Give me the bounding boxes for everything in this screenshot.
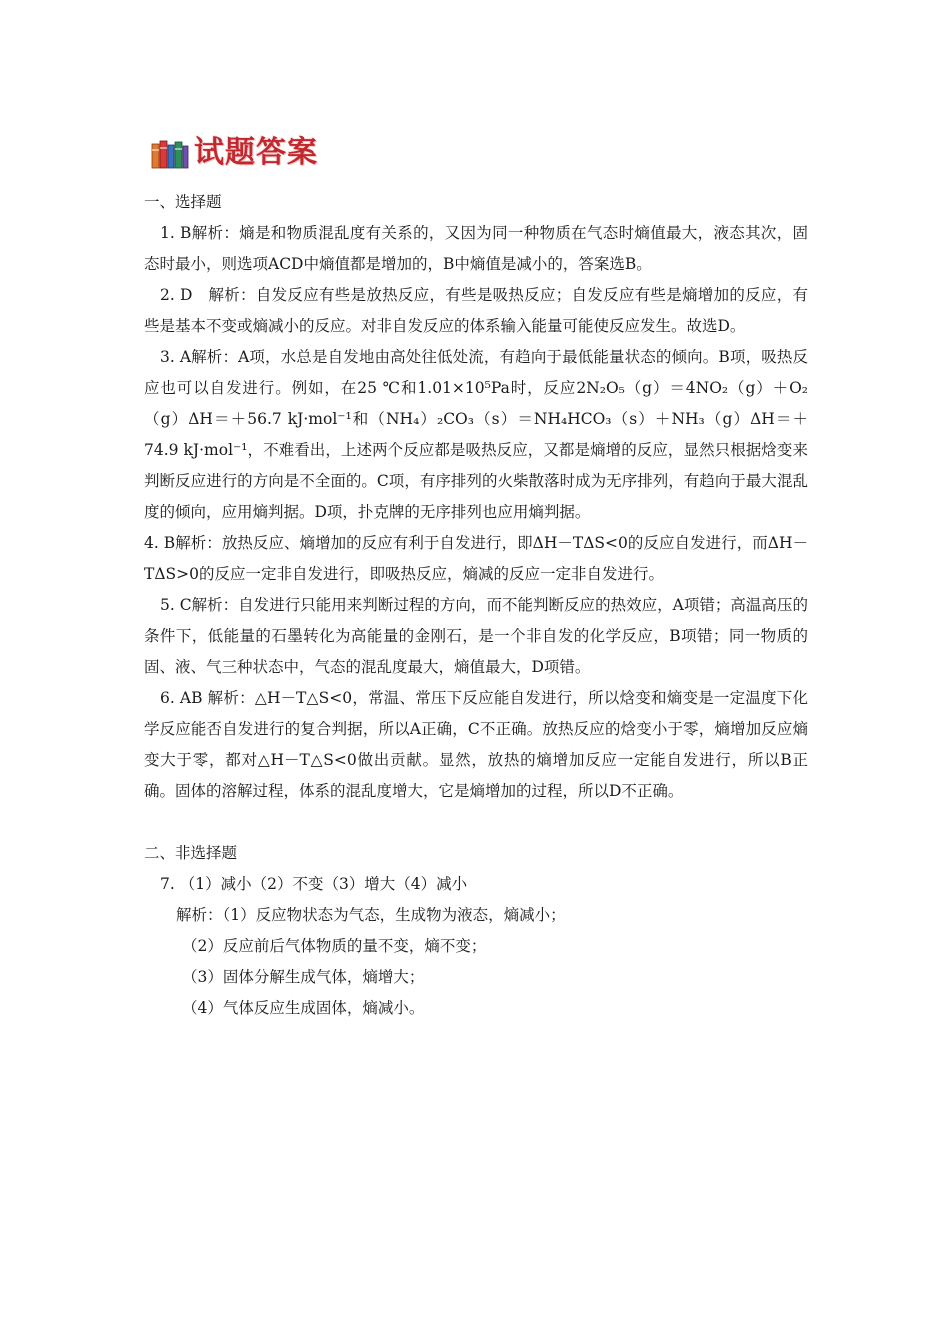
explain-line-1: 解析：（1）反应物状态为气态，生成物为液态，熵减小； [176, 906, 566, 924]
explain-line-2: （2）反应前后气体物质的量不变，熵不变； [182, 937, 487, 955]
section-heading-nonchoice: 二、非选择题 [144, 844, 238, 862]
answer-content [144, 187, 808, 1024]
answer-banner [150, 133, 318, 173]
books-icon [150, 136, 190, 170]
explain-line-3: （3）固体分解生成气体，熵增大； [182, 968, 425, 986]
answer-item-6: 6. AB 解析：△H－T△S<0，常温、常压下反应能自发进行，所以焓变和熵变是一定温度下化学反应能否自发进行的复合判据，所以A正确，C不正确。放热反应的焓变小于零，熵增加反应熵变大于零，都对△H－T△S<0做出贡献。显然，放热的熵增加反应一定能自发进行，所以B正确。固体的溶解过程，体系的混乱度增大，它是熵增加的过程，所以D不正确。 [144, 689, 808, 800]
answer-item-7: 7. （1）减小（2）不变（3）增大（4）减小 [160, 875, 468, 893]
answer-item-2: 2. D 解析：自发反应有些是放热反应，有些是吸热反应；自发反应有些是熵增加的反应，有些是基本不变或熵减小的反应。对非自发反应的体系输入能量可能使反应发生。故选D。 [144, 286, 808, 335]
answer-item-3: 3. A解析：A项，水总是自发地由高处往低处流，有趋向于最低能量状态的倾向。B项，吸热反应也可以自发进行。例如，在25 ℃和1.01×10⁵Pa时，反应2N₂O₅（g）＝4NO₂（g）＋O₂（g）ΔH＝＋56.7 kJ·mol⁻¹和（NH₄）₂CO₃（s）＝NH₄HCO₃（s）＋NH₃（g）ΔH＝＋74.9 kJ·mol⁻¹，不难看出，上述两个反应都是吸热反应，又都是熵增的反应，显然只根据焓变来判断反应进行的方向是不全面的。C项，有序排列的火柴散落时成为无序排列，有趋向于最大混乱度的倾向，应用熵判据。D项，扑克牌的无序排列也应用熵判据。 [144, 348, 808, 521]
explain-line-4: （4）气体反应生成固体，熵减小。 [182, 999, 425, 1017]
answer-item-4: 4. B解析：放热反应、熵增加的反应有利于自发进行，即ΔH－TΔS<0的反应自发进行，而ΔH－TΔS>0的反应一定非自发进行，即吸热反应，熵减的反应一定非自发进行。 [144, 534, 808, 583]
section-gap [144, 807, 808, 838]
answer-item-5: 5. C解析：自发进行只能用来判断过程的方向，而不能判断反应的热效应，A项错；高温高压的条件下，低能量的石墨转化为高能量的金刚石，是一个非自发的化学反应，B项错；同一物质的固、液、气三种状态中，气态的混乱度最大，熵值最大，D项错。 [144, 596, 808, 676]
answer-item-1: 1. B解析：熵是和物质混乱度有关系的，又因为同一种物质在气态时熵值最大，液态其次，固态时最小，则选项ACD中熵值都是增加的，B中熵值是减小的，答案选B。 [144, 224, 808, 273]
section-heading-choice: 一、选择题 [144, 193, 222, 211]
banner-title: 试题答案 [194, 135, 318, 170]
